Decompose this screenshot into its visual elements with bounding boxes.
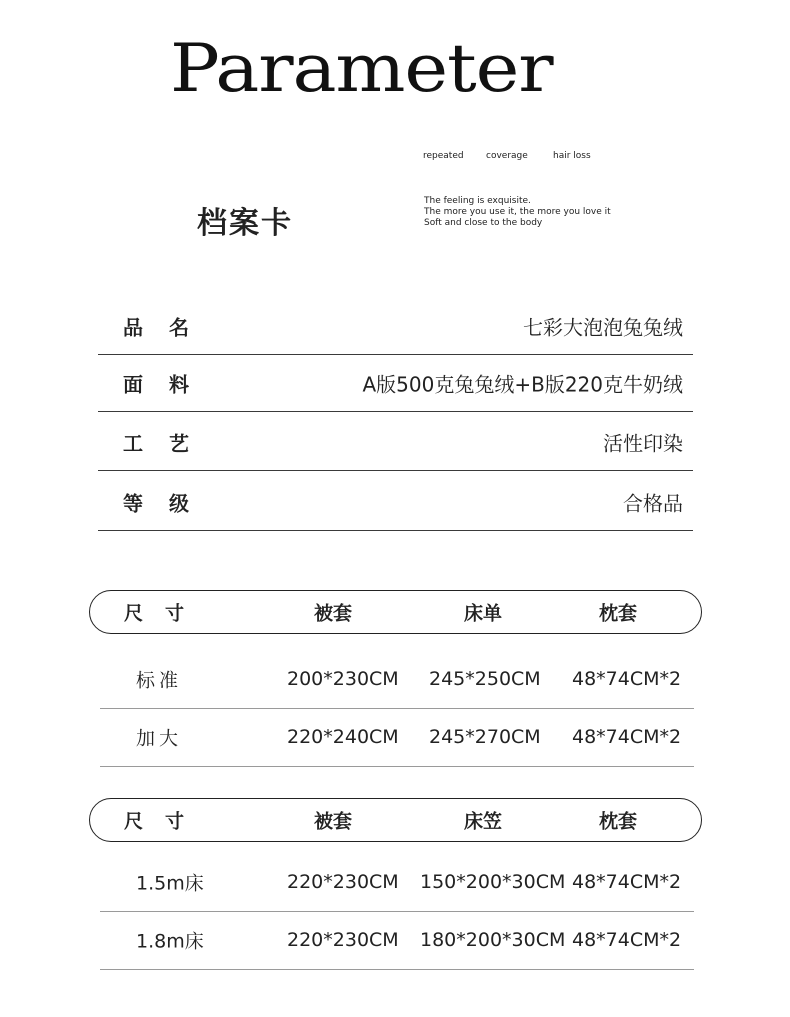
cell: 220*230CM	[287, 871, 399, 893]
cell: 150*200*30CM	[420, 871, 566, 893]
table-row	[100, 853, 694, 912]
header-duvet: 被套	[314, 810, 353, 833]
tag-coverage: coverage	[486, 151, 528, 161]
card-title: 档案卡	[197, 206, 293, 241]
blurb-line: The feeling is exquisite.	[424, 196, 531, 206]
cell: 220*230CM	[287, 929, 399, 951]
cell: 220*240CM	[287, 726, 399, 748]
blurb-line: The more you use it, the more you love it	[424, 207, 611, 217]
table-row	[100, 708, 694, 767]
header-pillowcase: 枕套	[599, 602, 638, 625]
row-label: 1.5m床	[136, 872, 204, 895]
param-label: 等级	[123, 491, 215, 516]
size-table-2-header	[89, 798, 702, 842]
table-row	[100, 650, 694, 709]
cell: 48*74CM*2	[572, 929, 682, 951]
blurb-line: Soft and close to the body	[424, 218, 543, 228]
size-table-1-header	[89, 590, 702, 634]
header-duvet: 被套	[314, 602, 353, 625]
header-sheet: 床单	[464, 602, 503, 625]
header-size: 尺寸	[124, 602, 207, 625]
tag-hair-loss: hair loss	[553, 151, 591, 161]
row-label: 加大	[136, 727, 183, 750]
header-fitted-sheet: 床笠	[464, 810, 503, 833]
param-label: 面料	[123, 372, 215, 397]
cell: 48*74CM*2	[572, 726, 682, 748]
row-label: 标准	[136, 669, 183, 692]
param-row-name	[98, 298, 693, 355]
row-label: 1.8m床	[136, 930, 204, 953]
param-value: 合格品	[623, 491, 683, 516]
param-value: 七彩大泡泡兔兔绒	[523, 315, 683, 340]
param-label: 品名	[123, 315, 215, 340]
cell: 200*230CM	[287, 668, 399, 690]
cell: 48*74CM*2	[572, 871, 682, 893]
cell: 245*270CM	[429, 726, 541, 748]
param-row-fabric	[98, 355, 693, 412]
cell: 245*250CM	[429, 668, 541, 690]
param-row-craft	[98, 414, 693, 471]
param-row-grade	[98, 474, 693, 531]
blurb	[424, 196, 611, 229]
header-pillowcase: 枕套	[599, 810, 638, 833]
header-size: 尺寸	[124, 810, 207, 833]
page-title: Parameter	[170, 30, 553, 107]
param-value: A版500克兔兔绒+B版220克牛奶绒	[362, 372, 683, 397]
param-value: 活性印染	[603, 431, 683, 456]
cell: 180*200*30CM	[420, 929, 566, 951]
tag-repeated: repeated	[423, 151, 464, 161]
param-label: 工艺	[123, 431, 215, 456]
table-row	[100, 911, 694, 970]
cell: 48*74CM*2	[572, 668, 682, 690]
